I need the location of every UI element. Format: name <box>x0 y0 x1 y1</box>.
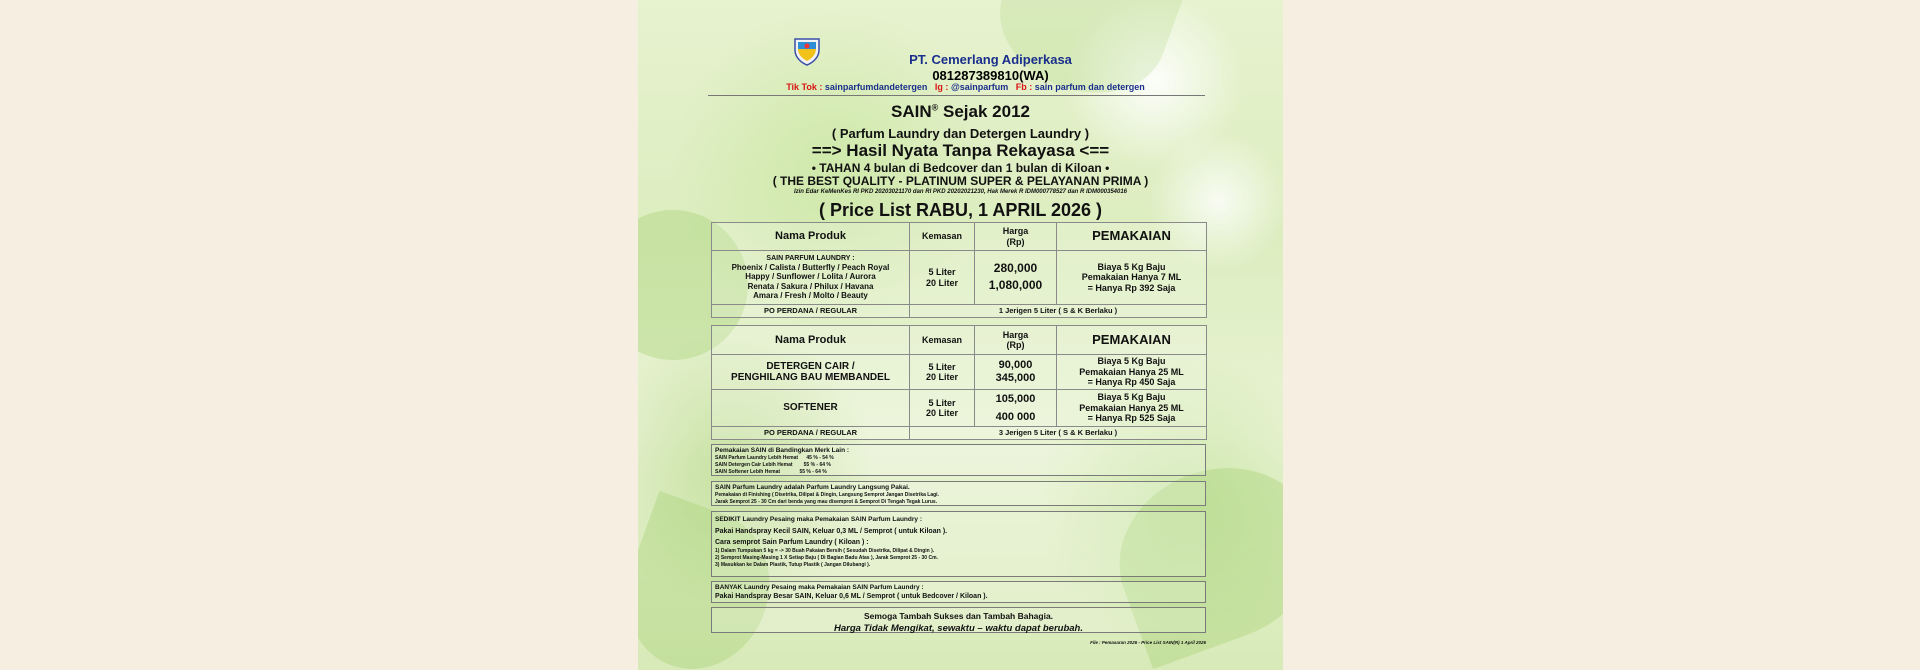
slogan: ==> Hasil Nyata Tanpa Rekayasa <== <box>811 141 1110 160</box>
company-phone: 081287389810(WA) <box>932 68 1049 83</box>
social-links <box>638 82 1283 92</box>
small-spray-line: Pakai Handspray Kecil SAIN, Keluar 0,3 ML / Semprot ( untuk Kiloan ). <box>715 528 948 535</box>
price-value: 105,000 <box>995 392 1036 405</box>
col-header-product: Nama Produk <box>712 326 910 355</box>
pack-size: 5 Liter <box>928 397 956 408</box>
product-name-line: SOFTENER <box>783 402 838 414</box>
usage-line: Pemakaian Hanya 25 ML <box>1079 366 1184 377</box>
pack-cell <box>910 251 975 305</box>
small-spray-box <box>711 511 1206 577</box>
closing-wish: Semoga Tambah Sukses dan Tambah Bahagia. <box>863 611 1054 621</box>
pack-size: 5 Liter <box>928 361 956 372</box>
usage-line: Biaya 5 Kg Baju <box>1097 392 1166 403</box>
brand-subtitle: ( Parfum Laundry dan Detergen Laundry ) <box>831 126 1090 141</box>
price-cell <box>975 355 1057 390</box>
table-row <box>712 390 1207 427</box>
fb-label: Fb : <box>1015 82 1033 92</box>
usage-info-title: SAIN Parfum Laundry adalah Parfum Laundry Langsung Pakai. <box>715 484 910 491</box>
license-info: Izin Edar KeMenKes RI PKD 20203021170 dan RI PKD 20202021230, Hak Merek R IDM000778527 dan R IDM000354016 <box>793 189 1128 195</box>
col-header-price: Harga (Rp) <box>975 326 1057 355</box>
product-name-line: PENGHILANG BAU MEMBANDEL <box>731 372 890 383</box>
product-group-title: SAIN PARFUM LAUNDRY : <box>766 255 855 263</box>
usage-cell <box>1057 355 1207 390</box>
order-terms: 1 Jerigen 5 Liter ( S & K Berlaku ) <box>910 305 1207 318</box>
product-variant-line: Phoenix / Calista / Butterfly / Peach Royal <box>731 263 890 273</box>
large-spray-line: Pakai Handspray Besar SAIN, Keluar 0,6 ML / Semprot ( untuk Bedcover / Kiloan ). <box>715 592 988 600</box>
price-value: 400 000 <box>995 410 1036 423</box>
small-spray-title: SEDIKIT Laundry Pesaing maka Pemakaian SAIN Parfum Laundry : <box>715 516 922 523</box>
usage-info-line: Pemakaian di Finishing ( Disetrika, Dilipat & Dingin, Langsung Semprot Jangan Disetrika Lagi. <box>715 491 939 498</box>
pack-size: 20 Liter <box>925 372 958 382</box>
tiktok-value: sainparfumdandetergen <box>824 82 928 92</box>
price-list-date: ( Price List RABU, 1 APRIL 2026 ) <box>818 200 1103 220</box>
quality-claim: ( THE BEST QUALITY - PLATINUM SUPER & PELAYANAN PRIMA ) <box>772 174 1149 188</box>
file-note: File : Pemasaran 2026 - Price List SAIN(R) 1 April 2026 <box>1090 640 1206 645</box>
product-cell <box>712 390 910 427</box>
price-value: 90,000 <box>998 359 1033 372</box>
price-disclaimer: Harga Tidak Mengikat, sewaktu – waktu dapat berubah. <box>833 623 1083 634</box>
table-header-row <box>712 223 1207 251</box>
table-footer-row <box>712 427 1207 440</box>
price-list-sheet <box>638 0 1283 670</box>
brand-title <box>638 102 1283 122</box>
product-variant-line: Renata / Sakura / Philux / Havana <box>747 281 874 291</box>
pack-cell <box>910 355 975 390</box>
order-type: PO PERDANA / REGULAR <box>712 305 910 318</box>
spray-step: 3) Masukkan ke Dalam Plastik, Tutup Plastik ( Jangan Dilubangi ). <box>715 562 871 568</box>
price-value: 1,080,000 <box>988 278 1043 292</box>
usage-cell <box>1057 390 1207 427</box>
usage-cell <box>1057 251 1207 305</box>
durability-claim: • TAHAN 4 bulan di Bedcover dan 1 bulan di Kiloan • <box>811 161 1110 175</box>
ig-label: Ig : <box>934 82 949 92</box>
col-header-pack: Kemasan <box>910 223 975 251</box>
brand-name: SAIN <box>891 102 932 121</box>
table-row <box>712 355 1207 390</box>
pack-cell <box>910 390 975 427</box>
usage-line: Pemakaian Hanya 7 ML <box>1081 272 1182 283</box>
tiktok-label: Tik Tok : <box>786 82 823 92</box>
order-terms: 3 Jerigen 5 Liter ( S & K Berlaku ) <box>910 427 1207 440</box>
product-cell <box>712 355 910 390</box>
usage-info-box <box>711 481 1206 506</box>
parfum-price-table <box>711 222 1207 318</box>
comparison-box <box>711 444 1206 476</box>
price-value: 280,000 <box>993 261 1038 276</box>
table-header-row <box>712 326 1207 355</box>
price-cell <box>975 251 1057 305</box>
col-header-price: Harga (Rp) <box>975 223 1057 251</box>
detergent-price-table <box>711 325 1207 440</box>
product-variant-line: Happy / Sunflower / Lolita / Aurora <box>745 272 876 282</box>
usage-line: = Hanya Rp 392 Saja <box>1087 282 1176 293</box>
product-variant-line: Amara / Fresh / Molto / Beauty <box>753 290 868 300</box>
pack-size: 20 Liter <box>925 408 958 418</box>
ig-value: @sainparfum <box>950 82 1009 92</box>
col-header-usage: PEMAKAIAN <box>1057 326 1207 355</box>
col-header-usage: PEMAKAIAN <box>1057 223 1207 251</box>
fb-value: sain parfum dan detergen <box>1034 82 1145 92</box>
usage-line: = Hanya Rp 525 Saja <box>1087 413 1176 424</box>
usage-line: Biaya 5 Kg Baju <box>1097 356 1166 367</box>
company-name: PT. Cemerlang Adiperkasa <box>909 52 1072 67</box>
table-footer-row <box>712 305 1207 318</box>
header-divider <box>708 95 1205 96</box>
pack-size: 5 Liter <box>928 267 956 278</box>
usage-line: = Hanya Rp 450 Saja <box>1087 377 1176 388</box>
spray-method-title: Cara semprot Sain Parfum Laundry ( Kiloan ) : <box>715 539 869 546</box>
closing-box <box>711 607 1206 633</box>
col-header-pack: Kemasan <box>910 326 975 355</box>
usage-line: Biaya 5 Kg Baju <box>1097 261 1166 272</box>
registered-mark: ® <box>931 102 939 113</box>
large-spray-title: BANYAK Laundry Pesaing maka Pemakaian SAIN Parfum Laundry : <box>715 584 924 591</box>
pack-size: 20 Liter <box>925 277 958 288</box>
spray-step: 2) Semprot Masing-Masing 1 X Setiap Baju ( Di Bagian Badu Atas ), Jarak Semprot 25 - 30 Cm. <box>715 555 938 561</box>
order-type: PO PERDANA / REGULAR <box>712 427 910 440</box>
comparison-line: SAIN Parfum Laundry Lebih Hemat 45 % - 54 % <box>715 454 834 461</box>
usage-info-line: Jarak Semprot 25 - 30 Cm dari benda yang mau disemprot & Semprot Di Tengah Tegak Lurus. <box>715 498 938 505</box>
product-cell <box>712 251 910 305</box>
large-spray-box <box>711 581 1206 603</box>
col-header-product: Nama Produk <box>712 223 910 251</box>
price-value: 345,000 <box>995 372 1036 384</box>
price-cell <box>975 390 1057 427</box>
usage-line: Pemakaian Hanya 25 ML <box>1079 402 1184 413</box>
table-row <box>712 251 1207 305</box>
spray-step: 1) Dalam Tumpukan 5 kg = -> 30 Buah Pakaian Bersih ( Sesudah Disetrika, Dilipat & Dingin ). <box>715 548 935 554</box>
comparison-title: Pemakaian SAIN di Bandingkan Merk Lain : <box>715 447 850 454</box>
brand-since: Sejak 2012 <box>943 102 1030 121</box>
product-name-line: DETERGEN CAIR / <box>766 360 855 372</box>
comparison-line: SAIN Detergen Cair Lebih Hemat 55 % - 64 % <box>715 461 831 468</box>
comparison-line: SAIN Softener Lebih Hemat 55 % - 64 % <box>715 468 827 475</box>
